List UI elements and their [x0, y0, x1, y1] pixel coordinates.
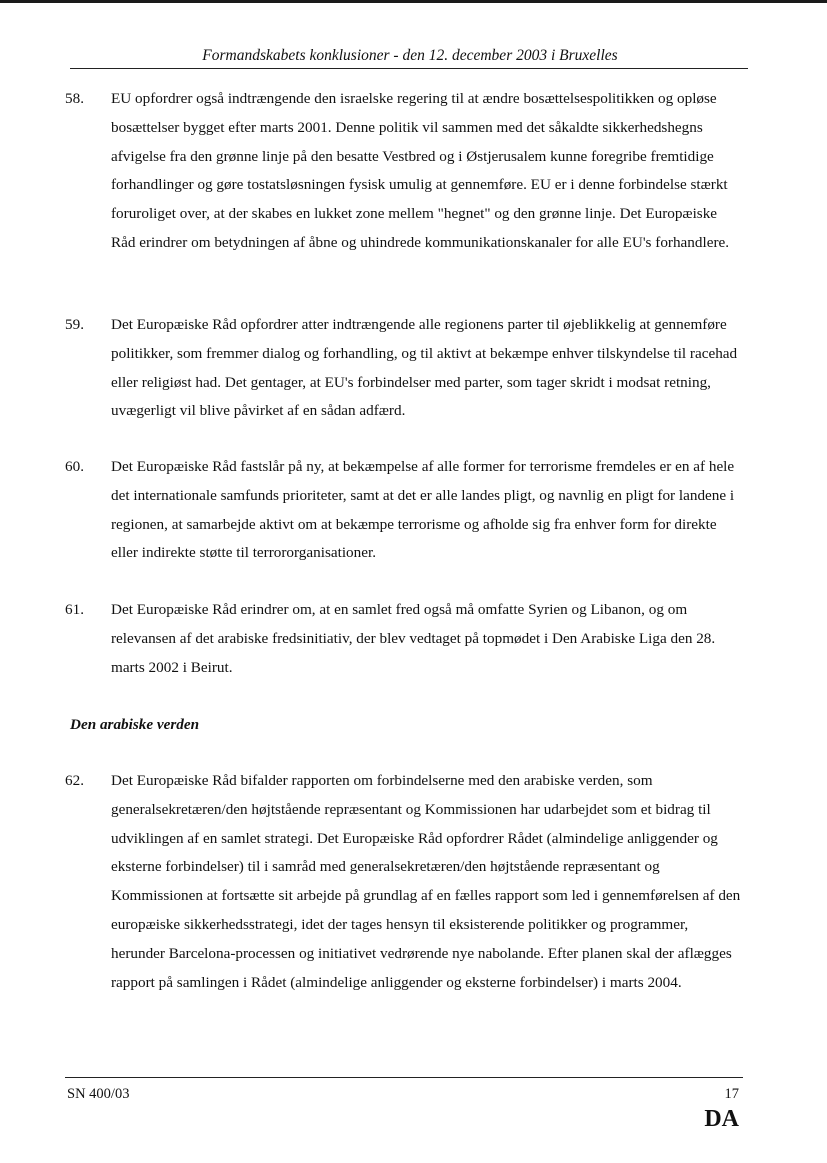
paragraph-58 [65, 85, 745, 258]
section-heading: Den arabiske verden [70, 716, 200, 733]
header-rule [70, 68, 748, 69]
paragraph-59 [65, 311, 745, 426]
running-header-title: Formandskabets konklusioner - den 12. december 2003 i Bruxelles [202, 47, 618, 64]
footer-language-code: DA [704, 1106, 739, 1132]
footer-document-reference: SN 400/03 [67, 1086, 130, 1102]
paragraph-62 [65, 767, 745, 997]
paragraph-number: 60. [65, 458, 84, 475]
top-border-line [0, 0, 827, 3]
paragraph-number: 62. [65, 772, 84, 789]
paragraph-text: EU opfordrer også indtrængende den israelske regering til at ændre bosættelsespolitikken og opløse bosættelser bygget efter marts 2001. Denne politik vil sammen med det såkaldte sikkerhedshegns afvigelse fra den grønne linje på den besatte Vestbred og i Østjerusalem kunne foregribe fremtidige forhandlinger og gøre tostatsløsningen fysisk umulig at gennemføre. EU er i denne forbindelse stærkt foruroliget over, at der skabes en lukket zone mellem "hegnet" og den grønne linje. Det Europæiske Råd erindrer om betydningen af åbne og uhindrede kommunikationskanaler for alle EU's forhandlere. [111, 90, 730, 251]
footer-rule [65, 1077, 743, 1078]
paragraph-text: Det Europæiske Råd fastslår på ny, at bekæmpelse af alle former for terrorisme fremdeles er en af hele det internationale samfunds prioriteter, samt at det er alle landes pligt, og navnlig en pligt for landene i regionen, at samarbejde aktivt om at bekæmpe terrorisme og afholde sig fra enhver form for direkte eller indirekte støtte til terrororganisationer. [111, 458, 735, 562]
paragraph-text: Det Europæiske Råd bifalder rapporten om forbindelserne med den arabiske verden, som generalsekretæren/den højtstående repræsentant og Kommissionen har udarbejdet som et bidrag til udviklingen af en samlet strategi. Det Europæiske Råd opfordrer Rådet (almindelige anliggender og eksterne forbindelser) til i samråd med generalsekretæren/den højtstående repræsentant og Kommissionen at fortsætte sit arbejde på grundlag af en fælles rapport som led i gennemførelsen af den europæiske sikkerhedsstrategi, idet der tages hensyn til eksisterende politikker og programmer, herunder Barcelona-processen og initiativet vedrørende nye nabolande. Efter planen skal der aflægges rapport på samlingen i Rådet (almindelige anliggender og eksterne forbindelser) i marts 2004. [111, 772, 741, 991]
paragraph-60 [65, 453, 745, 568]
footer-page-number: 17 [724, 1086, 739, 1102]
paragraph-number: 58. [65, 90, 84, 107]
paragraph-61 [65, 596, 745, 682]
paragraph-number: 61. [65, 601, 84, 618]
paragraph-text: Det Europæiske Råd opfordrer atter indtrængende alle regionens parter til øjeblikkelig at gennemføre politikker, som fremmer dialog og forhandling, og til aktivt at bekæmpe enhver tilskyndelse til racehad eller religiøst had. Det gentager, at EU's forbindelser med parter, som tager skridt i modsat retning, uvægerligt vil blive påvirket af en sådan adfærd. [111, 316, 738, 420]
paragraph-number: 59. [65, 316, 84, 333]
paragraph-text: Det Europæiske Råd erindrer om, at en samlet fred også må omfatte Syrien og Libanon, og om relevansen af det arabiske fredsinitiativ, der blev vedtaget på topmødet i Den Arabiske Liga den 28. marts 2002 i Beirut. [111, 601, 716, 676]
